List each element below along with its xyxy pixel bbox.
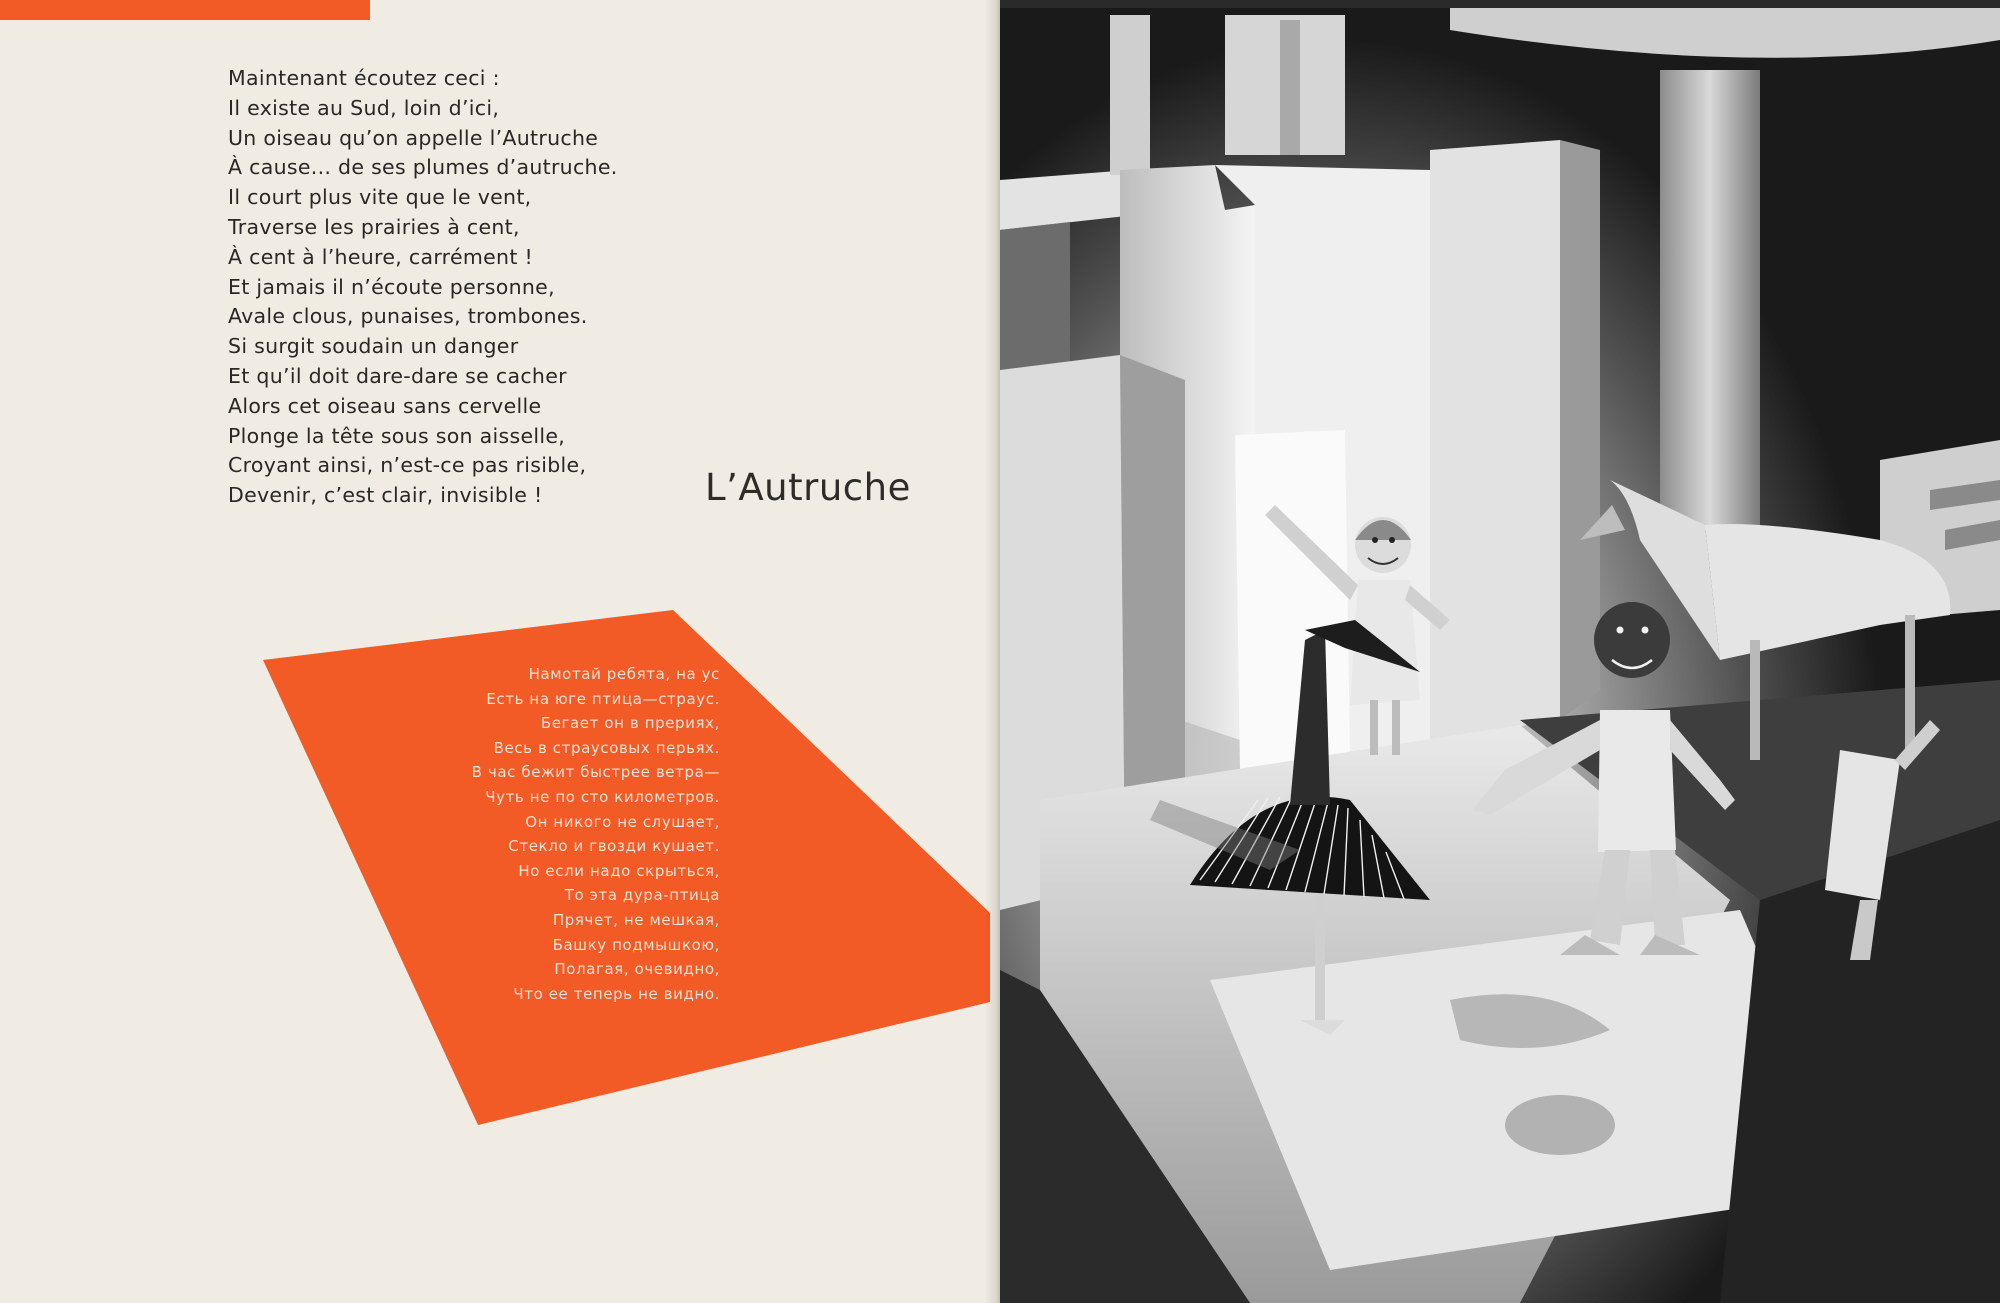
poem-fr-line: Et qu’il doit dare-dare se cacher bbox=[228, 363, 567, 388]
poem-fr-line: Plonge la tête sous son aisselle, bbox=[228, 423, 566, 448]
poem-ru-line: Он никого не слушает, bbox=[525, 812, 720, 831]
poem-ru-line: То эта дура-птица bbox=[564, 886, 720, 905]
poem-russian bbox=[420, 662, 720, 1006]
poem-fr-line: Il existe au Sud, loin d’ici, bbox=[228, 95, 500, 120]
poem-fr-line: Maintenant écoutez ceci : bbox=[228, 66, 500, 90]
poem-ru-line: Весь в страусовых перьях. bbox=[493, 738, 720, 757]
poem-ru-line: Намотай ребята, на ус bbox=[528, 665, 720, 683]
poem-ru-line: Стекло и гвозди кушает. bbox=[508, 837, 720, 856]
paper-cutout-photo bbox=[1000, 0, 2000, 1303]
page-title: L’Autruche bbox=[705, 466, 911, 509]
poem-ru-line: Прячет, не мешкая, bbox=[552, 910, 720, 929]
poem-fr-line: Croyant ainsi, n’est-ce pas risible, bbox=[228, 453, 587, 478]
poem-fr-line: Et jamais il n’écoute personne, bbox=[228, 274, 555, 299]
poem-ru-line: Что ее теперь не видно. bbox=[513, 984, 720, 1003]
poem-fr-line: Il court plus vite que le vent, bbox=[228, 185, 532, 210]
poem-fr-line: À cent à l’heure, carrément ! bbox=[228, 244, 534, 269]
right-page bbox=[1000, 0, 2000, 1303]
poem-fr-line: Un oiseau qu’on appelle l’Autruche bbox=[228, 125, 599, 150]
poem-fr-line: Devenir, c’est clair, invisible ! bbox=[228, 483, 543, 508]
poem-ru-line: Есть на юге птица—страус. bbox=[486, 689, 720, 708]
poem-ru-line: Башку подмышкою, bbox=[552, 935, 720, 954]
poem-ru-line: В час бежит быстрее ветра— bbox=[471, 763, 720, 782]
poem-ru-line: Бегает он в прериях, bbox=[540, 714, 720, 733]
poem-ru-line: Но если надо скрыться, bbox=[518, 861, 720, 880]
poem-ru-line: Чуть не по сто километров. bbox=[485, 787, 720, 806]
poem-fr-line: À cause... de ses plumes d’autruche. bbox=[228, 155, 618, 180]
poem-fr-line: Alors cet oiseau sans cervelle bbox=[228, 393, 542, 418]
poem-fr-line: Si surgit soudain un danger bbox=[228, 334, 519, 359]
poem-ru-line: Полагая, очевидно, bbox=[554, 960, 720, 979]
poem-fr-line: Traverse les prairies à cent, bbox=[228, 214, 520, 239]
poem-fr-line: Avale clous, punaises, trombones. bbox=[228, 304, 588, 329]
